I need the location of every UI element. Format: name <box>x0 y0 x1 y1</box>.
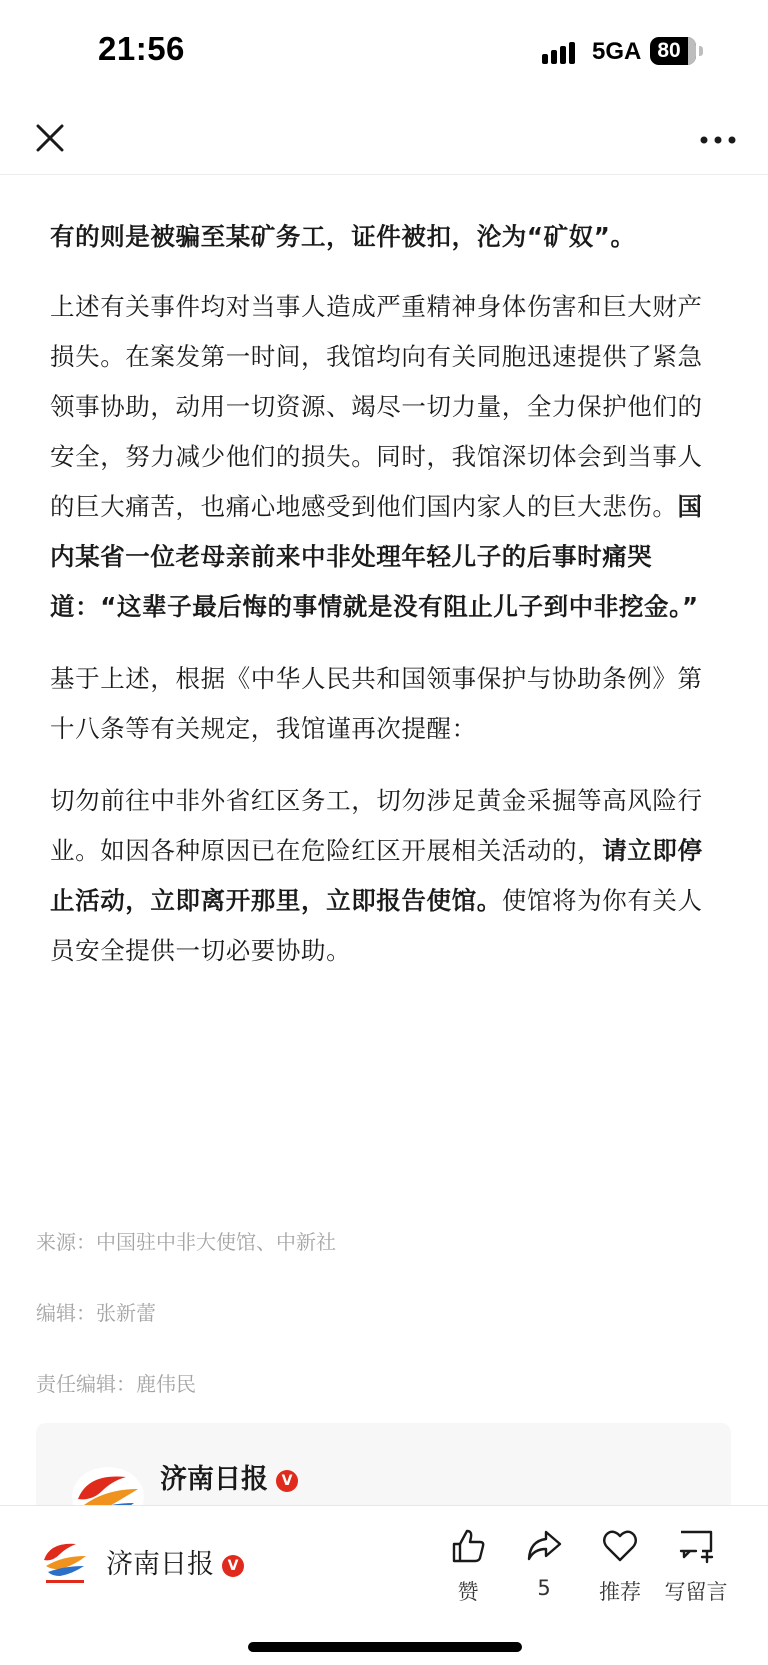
paragraph-4-text-b: 使馆将为你有关人员安全提供一切必要协助。 <box>50 886 703 965</box>
paragraph-2-text: 上述有关事件均对当事人造成严重精神身体伤害和巨大财产损失。在案发第一时间，我馆均向有关同胞迅速提供了紧急领事协助，动用一切资源、竭尽一切力量，全力保护他们的安全，努力减少他们的损失。同时，我馆深切体会到当事人的巨大痛苦，也痛心地感受到他们国内家人的巨大悲伤。 <box>50 292 703 521</box>
close-icon <box>30 118 70 158</box>
publisher-name[interactable] <box>106 1542 244 1581</box>
battery-level: 80 <box>657 39 681 62</box>
comment-label: 写留言 <box>664 1580 728 1604</box>
signal-icon <box>542 40 582 64</box>
verified-badge: V <box>222 1555 244 1577</box>
bottom-bar <box>0 1505 768 1665</box>
paragraph-3-text: 基于上述，根据《中华人民共和国领事保护与协助条例》第十八条等有关规定，我馆谨再次提醒： <box>50 664 703 743</box>
article-editor: 编辑：张新蕾 <box>36 1301 156 1325</box>
comment-plus-icon <box>676 1526 716 1566</box>
battery-icon <box>650 37 696 65</box>
network-type: 5GA <box>592 38 642 65</box>
paragraph-1-bold: 有的则是被骗至某矿务工，证件被扣，沦为“矿奴”。 <box>50 222 636 251</box>
recommend-button[interactable] <box>580 1526 660 1606</box>
comment-button[interactable] <box>656 1526 736 1606</box>
paragraph-4-bold: 请立即停止活动，立即离开那里，立即报告使馆。 <box>50 836 703 915</box>
close-button[interactable] <box>30 118 70 158</box>
article-source: 来源：中国驻中非大使馆、中新社 <box>36 1230 336 1254</box>
paragraph-1 <box>50 212 720 262</box>
more-button[interactable] <box>696 118 740 158</box>
share-icon <box>524 1526 564 1566</box>
like-button[interactable] <box>428 1526 508 1606</box>
thumbs-up-icon <box>448 1526 488 1566</box>
like-label: 赞 <box>457 1580 479 1604</box>
status-bar <box>0 0 768 100</box>
share-button[interactable] <box>504 1526 584 1600</box>
status-time: 21:56 <box>98 30 185 67</box>
publisher-logo[interactable] <box>40 1536 90 1588</box>
account-name[interactable] <box>160 1457 298 1496</box>
article-body <box>50 212 720 976</box>
article-chief-editor: 责任编辑：鹿伟民 <box>36 1372 196 1396</box>
account-name-text: 济南日报 <box>160 1464 268 1495</box>
home-indicator[interactable] <box>248 1642 522 1652</box>
share-count: 5 <box>537 1576 551 1600</box>
more-icon <box>696 118 740 158</box>
top-nav <box>0 100 768 175</box>
paragraph-4-text-a: 切勿前往中非外省红区务工，切勿涉足黄金采掘等高风险行业。如因各种原因已在危险红区开展相关活动的， <box>50 786 703 865</box>
paragraph-2 <box>50 282 720 632</box>
paragraph-3 <box>50 654 720 754</box>
heart-icon <box>600 1526 640 1566</box>
verified-badge: V <box>276 1470 298 1492</box>
paragraph-2-bold: 国内某省一位老母亲前来中非处理年轻儿子的后事时痛哭道：“这辈子最后悔的事情就是没有阻止儿子到中非挖金。” <box>50 492 703 621</box>
publisher-name-text: 济南日报 <box>106 1549 214 1580</box>
recommend-label: 推荐 <box>599 1580 641 1604</box>
battery-tip <box>699 46 703 56</box>
paragraph-4 <box>50 776 720 976</box>
